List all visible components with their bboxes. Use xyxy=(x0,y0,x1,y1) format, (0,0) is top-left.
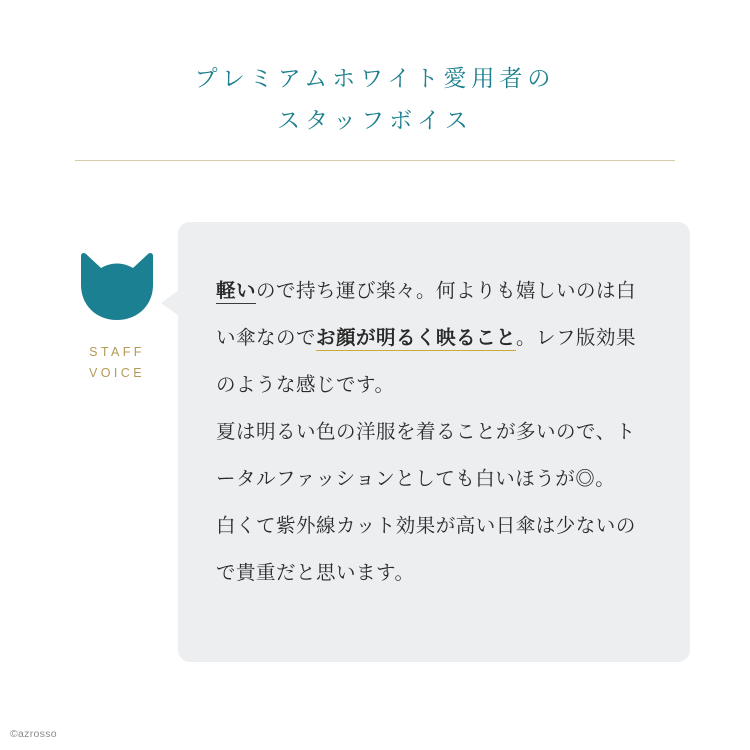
page-title-line-1: プレミアムホワイト愛用者の xyxy=(194,66,556,91)
voice-paragraph-1 xyxy=(216,268,652,409)
voice-text-run: 白い傘なので xyxy=(216,281,637,349)
staff-label-line-1: STAFF xyxy=(89,345,145,359)
highlight-karui: 軽い xyxy=(216,281,257,302)
voice-speech-bubble xyxy=(178,222,690,662)
cat-head-icon xyxy=(75,252,159,324)
page-title-line-2: スタッフボイス xyxy=(277,108,473,133)
voice-paragraph-3 xyxy=(216,503,652,597)
voice-text-run: トータルファッションとしても白いほうが◎。 xyxy=(216,422,636,490)
page-title xyxy=(0,58,750,142)
voice-text-run: 。レフ xyxy=(516,328,577,349)
voice-paragraph-2 xyxy=(216,409,652,503)
voice-text-run: 版効果のような感じです。 xyxy=(216,328,637,396)
copyright-credit: ©azrosso xyxy=(10,728,57,740)
voice-text-run: ので持ち運び楽々。何よりも嬉しいのは xyxy=(256,281,617,302)
staff-label-line-2: VOICE xyxy=(89,366,145,380)
staff-voice-label xyxy=(52,342,182,384)
staff-voice-badge xyxy=(52,252,182,384)
voice-text-run: ので貴重だと思います。 xyxy=(216,516,636,584)
speech-bubble-tail xyxy=(161,290,179,316)
highlight-okao: お顔が明るく映ること xyxy=(316,328,517,349)
voice-text-run: 夏は明るい色の洋服を着ることが多いので、 xyxy=(216,422,616,443)
title-divider xyxy=(75,160,675,161)
voice-text-run: 白くて紫外線カット効果が高い日傘は少ない xyxy=(216,516,616,537)
voice-text-body xyxy=(216,268,652,597)
